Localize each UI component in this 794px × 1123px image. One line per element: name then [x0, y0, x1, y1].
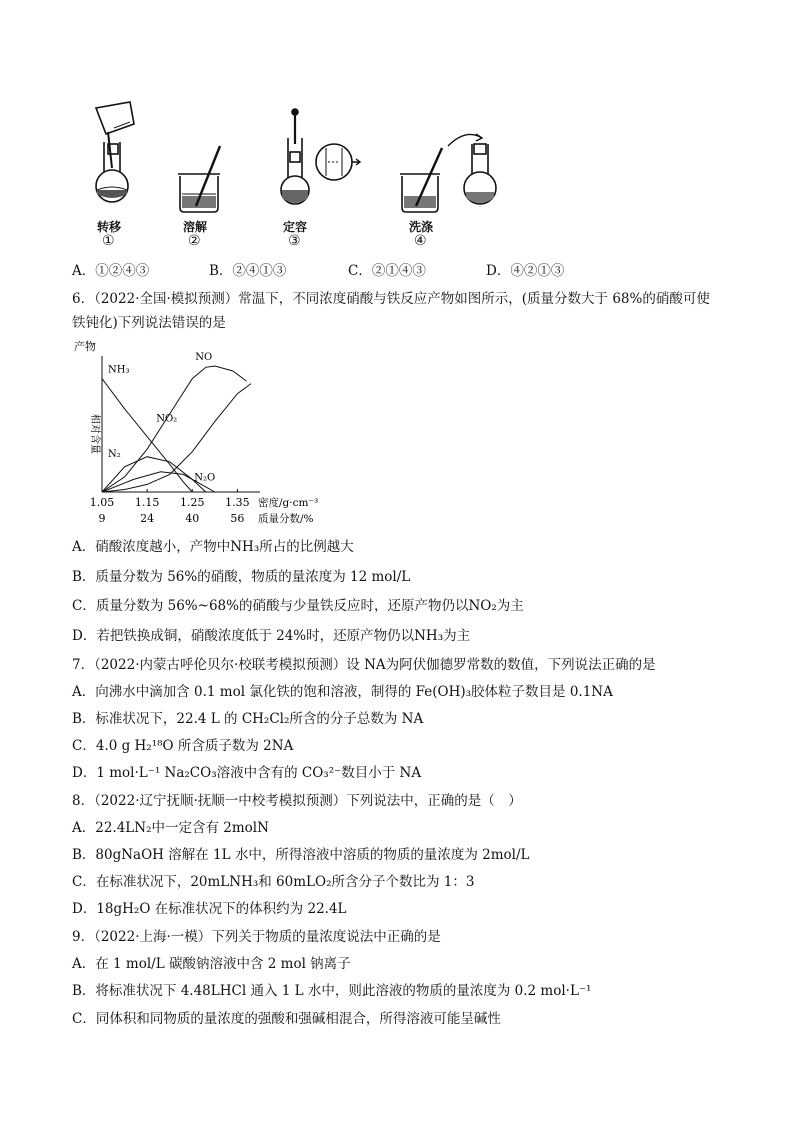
- q5-option-a: A．①②④③: [72, 263, 150, 279]
- q9-option-b: B．将标准状况下 4.48LHCl 通入 1 L 水中，则此溶液的物质的量浓度为 0.2 mol·L⁻¹: [72, 983, 592, 999]
- x-tick-label2-3: 56: [230, 512, 245, 525]
- step-num-2: ②: [188, 233, 201, 249]
- q8-option-b: B．80gNaOH 溶解在 1L 水中，所得溶液中溶质的物质的量浓度为 2mol/L: [72, 847, 530, 863]
- x-tick-label-3: 1.35: [225, 496, 250, 509]
- q8-option-d: D．18gH₂O 在标准状况下的体积约为 22.4L: [72, 901, 347, 917]
- q6-option-c: C．质量分数为 56%~68%的硝酸与少量铁反应时，还原产物仍以NO₂为主: [72, 598, 524, 614]
- series-line-3: [102, 457, 206, 492]
- q7-stem: 7．（2022·内蒙古呼伦贝尔·校联考模拟预测）设 NA为阿伏伽德罗常数的数值，下列说法正确的是: [72, 657, 656, 673]
- x-tick-label-2: 1.25: [180, 496, 205, 509]
- wash-apparatus: [400, 134, 496, 212]
- series-label-0: NH₃: [108, 364, 130, 376]
- series-label-3: N₂: [108, 449, 121, 461]
- nitric-acid-chart: [60, 336, 340, 528]
- apparatus-figure: [70, 98, 590, 250]
- q6-stem-line2: 铁钝化)下列说法错误的是: [72, 315, 226, 331]
- q5-option-b: B．②④①③: [209, 263, 287, 279]
- q9-stem: 9．（2022·上海·一模）下列关于物质的量浓度说法中正确的是: [72, 929, 441, 945]
- q6-option-a: A．硝酸浓度越小，产物中NH₃所占的比例越大: [72, 539, 354, 555]
- step-label-1: 转移: [97, 220, 122, 234]
- q6-option-b: B．质量分数为 56%的硝酸，物质的量浓度为 12 mol/L: [72, 569, 411, 585]
- q9-option-a: A．在 1 mol/L 碳酸钠溶液中含 2 mol 钠离子: [72, 956, 351, 972]
- x-tick-label2-2: 40: [185, 512, 200, 525]
- q7-option-c: C．4.0 g H₂¹⁸O 所含质子数为 2NA: [72, 738, 294, 754]
- volume-apparatus: [281, 109, 360, 204]
- series-label-1: NO: [195, 352, 213, 363]
- step-label-4: 洗涤: [409, 220, 434, 234]
- x-tick-label-0: 1.05: [89, 496, 115, 509]
- q7-option-d: D．1 mol·L⁻¹ Na₂CO₃溶液中含有的 CO₃²⁻数目小于 NA: [72, 765, 422, 781]
- transfer-apparatus: [96, 102, 134, 202]
- series-line-2: [102, 384, 251, 492]
- x-tick-label2-0: 9: [98, 512, 106, 525]
- q5-option-d: D．④②①③: [486, 263, 565, 279]
- q8-option-a: A．22.4LN₂中一定含有 2molN: [72, 820, 269, 836]
- chart-y-top-label: 产物: [74, 340, 96, 353]
- series-label-4: N₂O: [194, 472, 216, 484]
- q9-option-c: C．同体积和同物质的量浓度的强酸和强碱相混合，所得溶液可能呈碱性: [72, 1011, 501, 1027]
- q7-option-b: B．标准状况下，22.4 L 的 CH₂Cl₂所含的分子总数为 NA: [72, 711, 424, 727]
- chart-xlabel2: 质量分数/%: [258, 513, 314, 525]
- x-tick-label2-1: 24: [140, 512, 155, 525]
- series-label-2: NO₂: [156, 413, 178, 425]
- step-label-2: 溶解: [183, 220, 208, 234]
- q7-option-a: A．向沸水中滴加含 0.1 mol 氯化铁的饱和溶液，制得的 Fe(OH)₃胶体粒子数目是 0.1NA: [72, 684, 613, 700]
- q6-stem-line1: 6．（2022·全国·模拟预测）常温下，不同浓度硝酸与铁反应产物如图所示，(质量分数大于 68%的硝酸可使: [72, 291, 710, 307]
- q5-option-c: C．②①④③: [348, 263, 426, 279]
- q8-stem: 8．（2022·辽宁抚顺·抚顺一中校考模拟预测）下列说法中，正确的是（ ）: [72, 793, 522, 809]
- series-line-0: [102, 379, 192, 492]
- chart-ylabel: 相对含量: [89, 414, 100, 454]
- chart-xlabel: 密度/g·cm⁻³: [258, 497, 319, 509]
- dissolve-apparatus: [178, 146, 220, 212]
- step-label-3: 定容: [283, 220, 308, 234]
- q6-option-d: D．若把铁换成铜，硝酸浓度低于 24%时，还原产物仍以NH₃为主: [72, 628, 471, 644]
- step-num-1: ①: [102, 233, 115, 249]
- q8-option-c: C．在标准状况下，20mLNH₃和 60mLO₂所含分子个数比为 1：3: [72, 874, 475, 890]
- step-num-4: ④: [414, 233, 427, 249]
- x-tick-label-1: 1.15: [134, 496, 160, 509]
- step-num-3: ③: [288, 233, 301, 249]
